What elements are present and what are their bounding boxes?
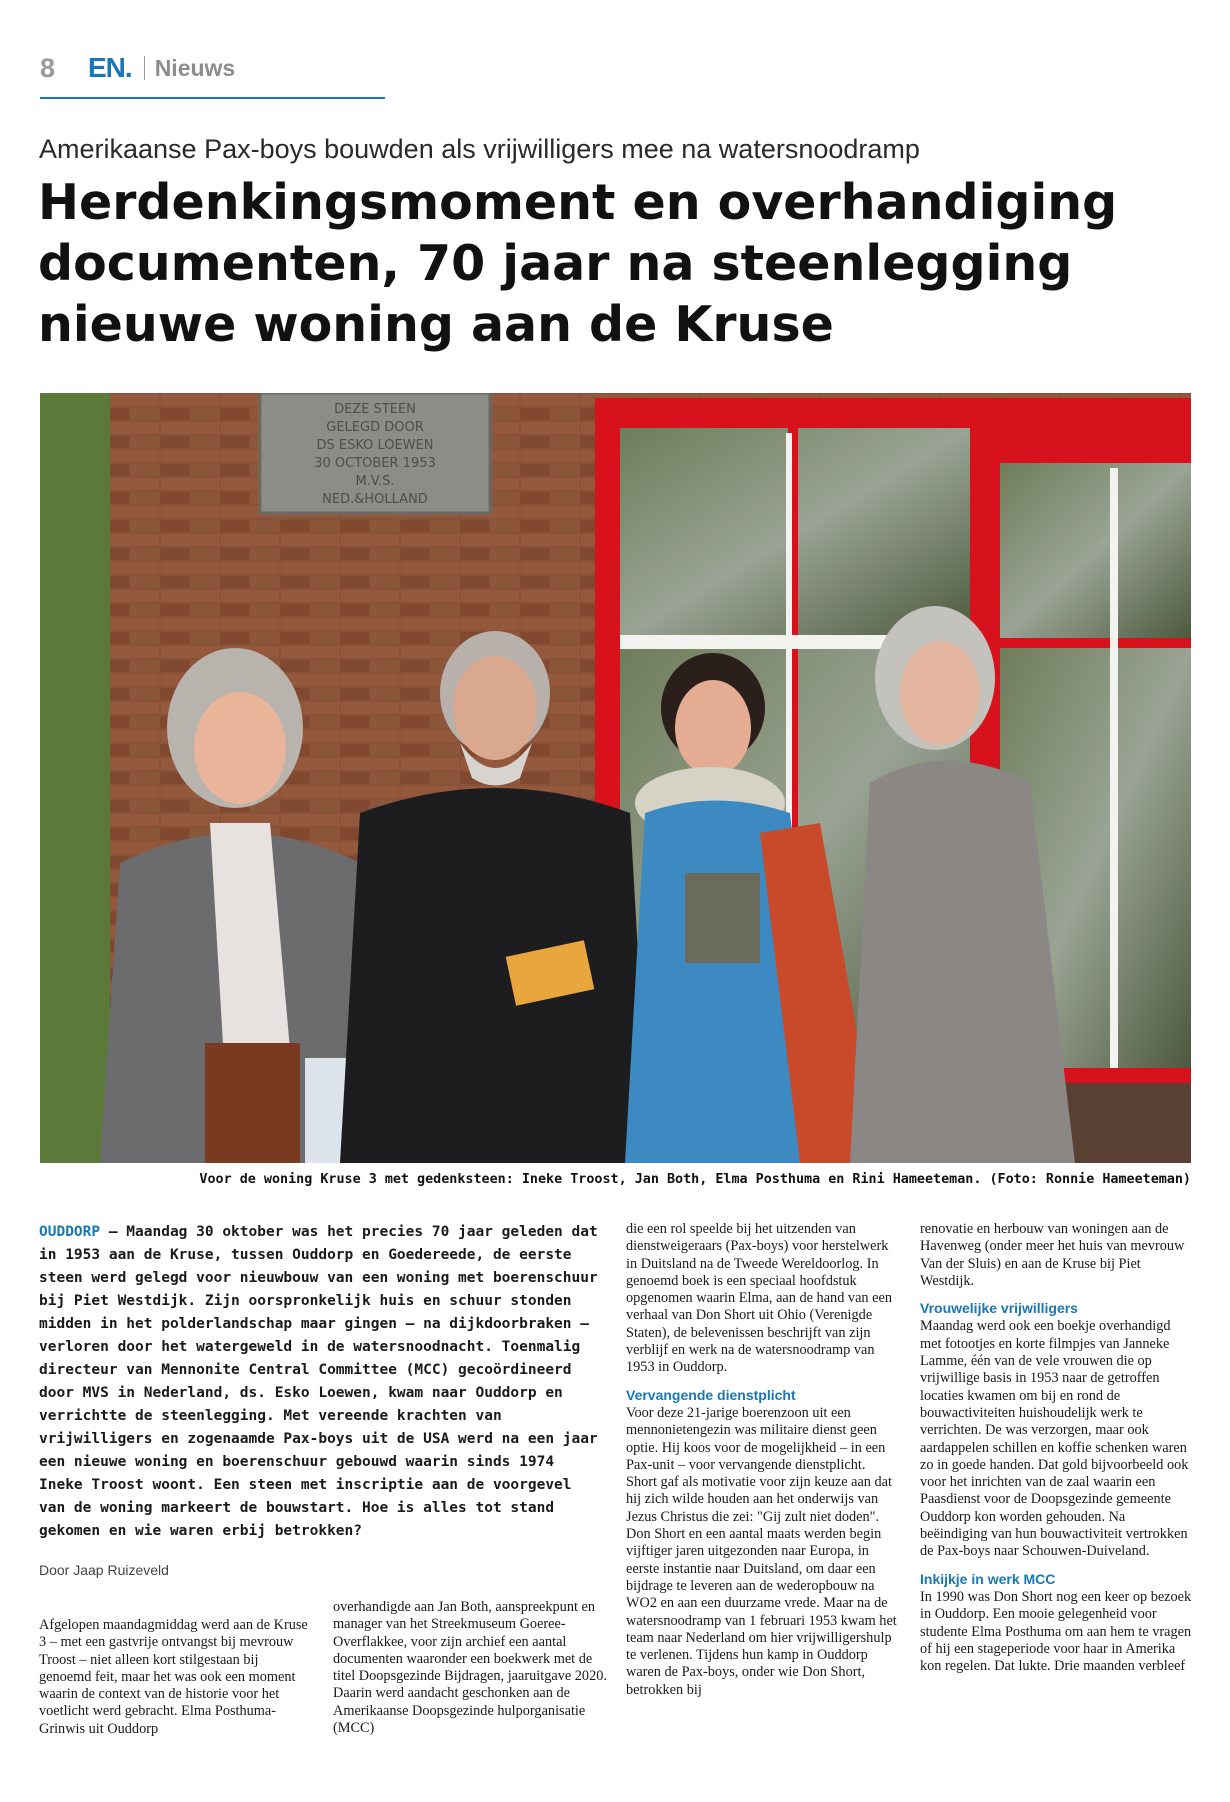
body-column-4 <box>920 1221 1194 1675</box>
article-photo <box>40 393 1191 1163</box>
en-logo[interactable]: EN. <box>88 52 132 83</box>
article-kicker: Amerikaanse Pax-boys bouwden als vrijwilligers mee na watersnoodramp <box>39 134 920 164</box>
lead-text: – Maandag 30 oktober was het precies 70 jaar geleden dat in 1953 aan de Kruse, tussen Ouddorp en Goedereede, de eerste steen werd gelegd voor nieuwbouw van een woning met boerenschuur bij Piet Westdijk. Zijn oorspronkelijk huis en schuur stonden midden in het polderlandschap maar gingen – na dijkdoorbraken – verloren door het watergeweld in de watersnoodnacht. Toenmalig directeur van Mennonite Central Committee (MCC) gecoördineerd door MVS in Nederland, ds. Esko Loewen, kwam naar Ouddorp en verrichtte de steenlegging. Met vereende krachten van vrijwilligers en zogenaamde Pax-boys uit de USA werd na een jaar een nieuwe woning en boerenschuur gebouwd waarin sinds 1974 Ineke Troost woont. Een steen met inscriptie aan de voorgevel van de woning markeert de bouwstart. Hoe is alles tot stand gekomen en wie waren erbij betrokken? <box>39 1224 598 1539</box>
paragraph: renovatie en herbouw van woningen aan de Havenweg (onder meer het huis van mevrouw Van der Sluis) en aan de Kruse bij Piet Westdijk. <box>920 1221 1185 1289</box>
stone-line-5: M.V.S. <box>355 474 395 489</box>
paragraph: In 1990 was Don Short nog een keer op bezoek in Ouddorp. Een mooie gelegenheid voor studente Elma Posthuma om aan hem te vragen of hij een stageperiode voor haar in Amerika kon regelen. Dat lukte. Drie maanden verbleef <box>920 1588 1192 1675</box>
article-headline: Herdenkingsmoment en overhandiging documenten, 70 jaar na steenlegging nieuwe woning aan de Kruse <box>38 174 1118 353</box>
body-column-2 <box>333 1599 609 1737</box>
paragraph: Maandag werd ook een boekje overhandigd met fotootjes en korte filmpjes van Janneke Lamme, één van de vele vrouwen die op vrijwillige basis in 1953 naar de getroffen locaties kwamen om bij en rond de bouwactiviteiten huishoudelijk werk te verrichten. De was verzorgen, maar ook aardappelen schillen en koffie schenken waren zo in goede handen. Dat gold bijvoorbeeld ook voor het inrichten van de zaal waarin een Paasdienst voor de Doopsgezinde gemeente Ouddorp kon worden gehouden. Na beëindiging van hun bouwactiviteit vertrokken de Pax-boys naar Schouwen-Duiveland. <box>920 1318 1189 1560</box>
article-lead <box>39 1221 604 1543</box>
paragraph: die een rol speelde bij het uitzenden van dienstweigeraars (Pax-boys) voor herstelwerk in Duitsland na de Tweede Wereldoorlog. In genoemd boek is een speciaal hoofdstuk opgenomen waarin Elma, aan de hand van een verhaal van Don Short uit Ohio (Verenigde Staten), de belevenissen beschrijft van zijn verblijf en werk na de watersnoodramp van 1953 in Ouddorp. <box>626 1221 892 1376</box>
dateline-place: OUDDORP <box>39 1224 101 1240</box>
stone-line-1: DEZE STEEN <box>334 402 416 417</box>
page-header <box>40 48 235 88</box>
subheading-inkijkje-mcc: Inkijkje in werk MCC <box>920 1570 1056 1587</box>
byline: Door Jaap Ruizeveld <box>39 1562 169 1578</box>
body-column-1 <box>39 1617 311 1738</box>
paragraph: Voor deze 21-jarige boerenzoon uit een mennonietengezin was militaire dienst geen optie. Hij koos voor de mogelijkheid – in een Pax-unit – voor vervangende dienstplicht. Short gaf als motivatie voor zijn keuze aan dat hij zich wilde houden aan het onderwijs van Jezus Christus die zei: "Gij zult niet doden". Don Short en een aantal maats werden begin vijftiger jaren uitgezonden naar Europa, in eerste instantie naar Duitsland, om daar een bijdrage te leveren aan de wederopbouw na WO2 en aan een duurzame vrede. Maar na de watersnoodramp van 1 februari 1953 kwam het team naar Nederland om hier vrijwilligershulp te verlenen. Tijdens hun kamp in Ouddorp waren de Pax-boys, onder wie Don Short, betrokken bij <box>626 1404 897 1698</box>
stone-line-3: DS ESKO LOEWEN <box>316 438 434 453</box>
body-column-3 <box>626 1221 898 1699</box>
stone-line-2: GELEGD DOOR <box>326 420 424 435</box>
paragraph: Afgelopen maandagmiddag werd aan de Kruse 3 – met een gastvrije ontvangst bij mevrouw Troost – niet alleen kort stilgestaan bij genoemd feit, maar het was ook een moment waarin de context van de historie voor het voetlicht werd gebracht. Elma Posthuma-Grinwis uit Ouddorp <box>39 1617 308 1737</box>
stone-line-4: 30 OCTOBER 1953 <box>314 456 436 471</box>
section-label[interactable]: Nieuws <box>154 54 236 81</box>
subheading-vervangende-dienstplicht: Vervangende dienstplicht <box>626 1386 796 1403</box>
subheading-vrouwelijke-vrijwilligers: Vrouwelijke vrijwilligers <box>920 1300 1078 1317</box>
stone-line-6: NED.&HOLLAND <box>322 492 428 507</box>
photo-caption: Voor de woning Kruse 3 met gedenksteen: Ineke Troost, Jan Both, Elma Posthuma en Rini Hameeteman. (Foto: Ronnie Hameeteman) <box>199 1172 1191 1187</box>
paragraph: overhandigde aan Jan Both, aanspreekpunt en manager van het Streekmuseum Goeree-Overflakkee, voor zijn archief een aantal documenten waaronder een boekwerk met de titel Doopsgezinde Bijdragen, jaaruitgave 2020. Daarin werd aandacht geschonken aan de Amerikaanse Doopsgezinde hulporganisatie (MCC) <box>333 1599 607 1737</box>
page-number: 8 <box>40 52 56 83</box>
header-divider <box>144 56 145 80</box>
header-rule <box>40 97 385 99</box>
